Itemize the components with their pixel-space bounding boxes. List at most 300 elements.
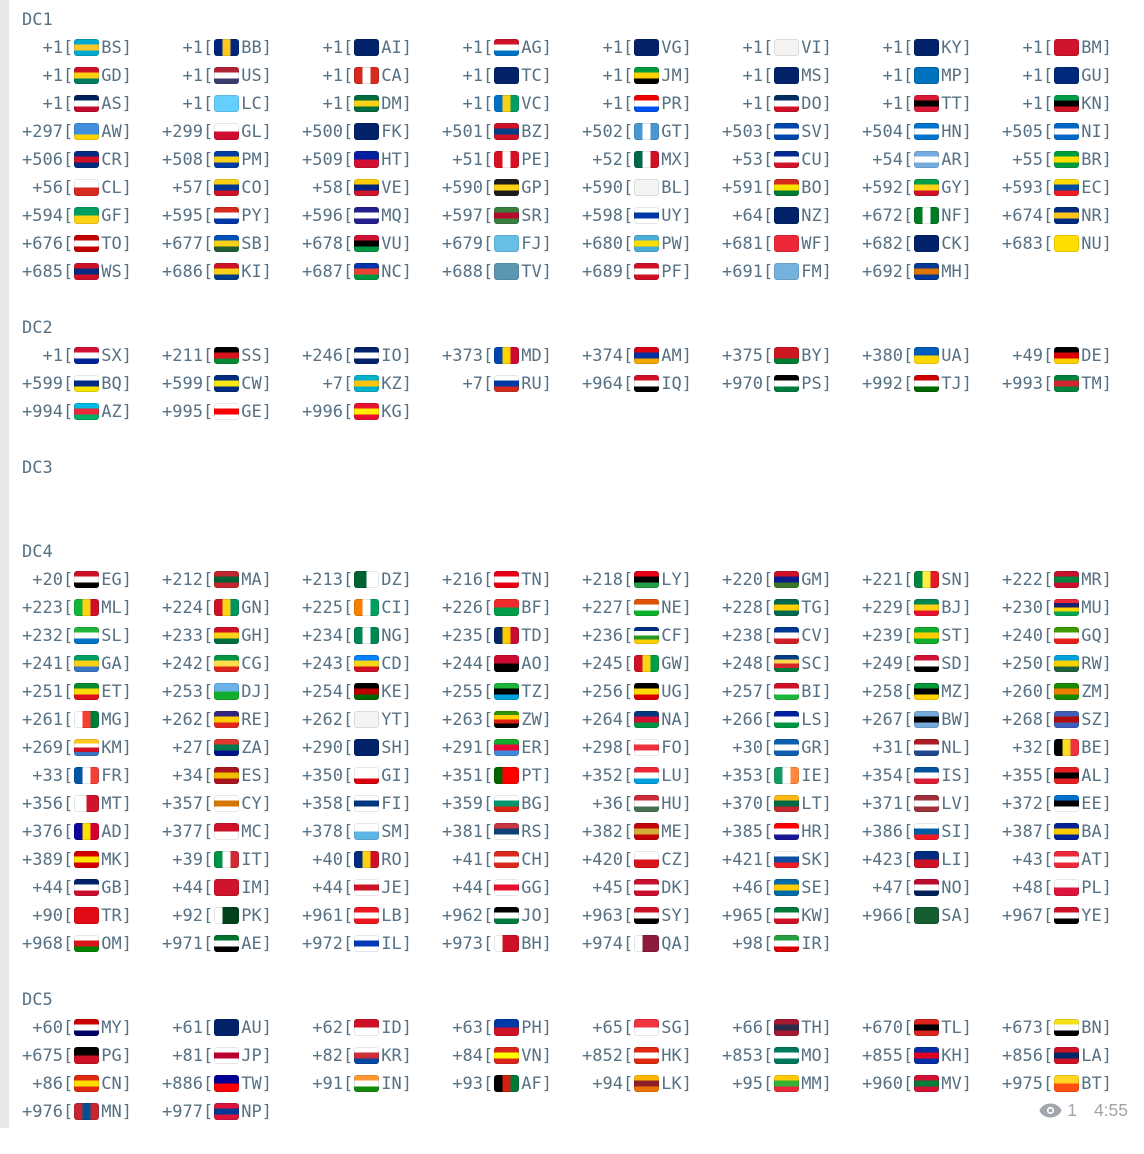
country-code: SZ] — [1081, 710, 1112, 730]
country-entry-fm — [722, 258, 862, 286]
dial-code: +1 — [882, 38, 903, 58]
country-code: RE] — [241, 710, 272, 730]
flag-icon-vg — [634, 39, 659, 56]
country-code: CH] — [521, 850, 552, 870]
country-entry-gt — [582, 118, 722, 146]
country-code: TW] — [241, 1074, 272, 1094]
dial-code: +95 — [732, 1074, 763, 1094]
dial-code: +46 — [732, 878, 763, 898]
country-entry-mk — [22, 846, 162, 874]
country-code: CF] — [661, 626, 692, 646]
country-entry-mx — [582, 146, 722, 174]
message-footer — [1039, 1100, 1128, 1121]
country-code: GD] — [101, 66, 132, 86]
bracket-open: [ — [203, 94, 214, 114]
country-entry-kz — [302, 370, 442, 398]
bracket-open: [ — [1043, 654, 1054, 674]
country-code: SS] — [241, 346, 272, 366]
dial-code: +1 — [322, 66, 343, 86]
flag-icon-ni — [1054, 123, 1079, 140]
flag-icon-ar — [914, 151, 939, 168]
dial-code: +211 — [162, 346, 203, 366]
country-code: SM] — [381, 822, 412, 842]
country-entry-as — [22, 90, 162, 118]
country-code: CW] — [241, 374, 272, 394]
dial-code: +971 — [162, 934, 203, 954]
country-code: UA] — [941, 346, 972, 366]
flag-icon-mq — [354, 207, 379, 224]
dial-code: +975 — [1002, 1074, 1043, 1094]
bracket-open: [ — [343, 822, 354, 842]
bracket-open: [ — [483, 1074, 494, 1094]
dial-code: +81 — [172, 1046, 203, 1066]
bracket-open: [ — [483, 710, 494, 730]
flag-icon-mu — [1054, 599, 1079, 616]
dial-code: +353 — [722, 766, 763, 786]
flag-icon-pt — [494, 767, 519, 784]
country-entry-gf — [22, 202, 162, 230]
bracket-open: [ — [203, 570, 214, 590]
bracket-open: [ — [903, 234, 914, 254]
bracket-open: [ — [903, 346, 914, 366]
dial-code: +98 — [732, 934, 763, 954]
country-entry-cg — [162, 650, 302, 678]
country-entry-cu — [722, 146, 862, 174]
bracket-open: [ — [203, 262, 214, 282]
dial-code: +1 — [742, 94, 763, 114]
country-entry-sd — [862, 650, 1002, 678]
flag-icon-vc — [494, 95, 519, 112]
flag-icon-ro — [354, 851, 379, 868]
country-code: YE] — [1081, 906, 1112, 926]
flag-icon-sa — [914, 907, 939, 924]
flag-icon-au — [214, 1019, 239, 1036]
country-code: CZ] — [661, 850, 692, 870]
dial-code: +93 — [452, 1074, 483, 1094]
dc-section-dc5 — [22, 986, 1144, 1126]
bracket-open: [ — [343, 374, 354, 394]
country-entry-bb — [162, 34, 302, 62]
bracket-open: [ — [623, 878, 634, 898]
bracket-open: [ — [623, 374, 634, 394]
flag-icon-dm — [354, 95, 379, 112]
dial-code: +238 — [722, 626, 763, 646]
dial-code: +973 — [442, 934, 483, 954]
flag-icon-kz — [354, 375, 379, 392]
dial-code: +216 — [442, 570, 483, 590]
bracket-open: [ — [903, 38, 914, 58]
country-code: BZ] — [521, 122, 552, 142]
country-code: KR] — [381, 1046, 412, 1066]
country-code: GU] — [1081, 66, 1112, 86]
country-entry-ae — [162, 930, 302, 958]
dial-code: +852 — [582, 1046, 623, 1066]
flag-icon-bz — [494, 123, 519, 140]
bracket-open: [ — [1043, 738, 1054, 758]
dc-header: DC4 — [22, 542, 53, 562]
bracket-open: [ — [483, 626, 494, 646]
country-code: GB] — [101, 878, 132, 898]
country-code: PF] — [661, 262, 692, 282]
flag-icon-fj — [494, 235, 519, 252]
country-code: RS] — [521, 822, 552, 842]
dial-code: +597 — [442, 206, 483, 226]
country-entry-et — [22, 678, 162, 706]
country-entry-tt — [862, 90, 1002, 118]
bracket-open: [ — [63, 234, 74, 254]
bracket-open: [ — [623, 1018, 634, 1038]
dial-code: +1 — [742, 38, 763, 58]
dial-code: +298 — [582, 738, 623, 758]
bracket-open: [ — [1043, 374, 1054, 394]
country-code: MM] — [801, 1074, 832, 1094]
dial-code: +267 — [862, 710, 903, 730]
flag-icon-sc — [774, 655, 799, 672]
country-code: BH] — [521, 934, 552, 954]
country-entry-me — [582, 818, 722, 846]
bracket-open: [ — [63, 1046, 74, 1066]
flag-icon-gq — [1054, 627, 1079, 644]
country-code: PR] — [661, 94, 692, 114]
flag-icon-se — [774, 879, 799, 896]
country-entry-ni — [1002, 118, 1142, 146]
bracket-open: [ — [343, 66, 354, 86]
country-entry-az — [22, 398, 162, 426]
dial-code: +212 — [162, 570, 203, 590]
dial-code: +591 — [722, 178, 763, 198]
country-entry-er — [442, 734, 582, 762]
dial-code: +674 — [1002, 206, 1043, 226]
country-entry-im — [162, 874, 302, 902]
dial-code: +681 — [722, 234, 763, 254]
country-code: TT] — [941, 94, 972, 114]
dial-code: +1 — [462, 94, 483, 114]
bracket-open: [ — [63, 346, 74, 366]
dial-code: +687 — [302, 262, 343, 282]
dial-code: +590 — [582, 178, 623, 198]
country-entry-dj — [162, 678, 302, 706]
country-code: QA] — [661, 934, 692, 954]
dial-code: +1 — [182, 94, 203, 114]
dial-code: +855 — [862, 1046, 903, 1066]
country-code: BM] — [1081, 38, 1112, 58]
country-code: HN] — [941, 122, 972, 142]
dial-code: +500 — [302, 122, 343, 142]
country-entry-bh — [442, 930, 582, 958]
flag-icon-it — [214, 851, 239, 868]
country-entry-ke — [302, 678, 442, 706]
country-code: ZA] — [241, 738, 272, 758]
flag-icon-ao — [494, 655, 519, 672]
flag-icon-id — [354, 1019, 379, 1036]
bracket-open: [ — [63, 738, 74, 758]
flag-icon-mc — [214, 823, 239, 840]
bracket-open: [ — [763, 1074, 774, 1094]
bracket-open: [ — [1043, 626, 1054, 646]
bracket-open: [ — [1043, 766, 1054, 786]
country-entry-id — [302, 1014, 442, 1042]
dial-code: +686 — [162, 262, 203, 282]
bracket-open: [ — [623, 94, 634, 114]
bracket-open: [ — [63, 1074, 74, 1094]
country-entry-ve — [302, 174, 442, 202]
country-code: GW] — [661, 654, 692, 674]
bracket-open: [ — [623, 570, 634, 590]
flag-icon-tc — [494, 67, 519, 84]
country-entry-ne — [582, 594, 722, 622]
flag-icon-li — [914, 851, 939, 868]
bracket-open: [ — [623, 1074, 634, 1094]
dial-code: +502 — [582, 122, 623, 142]
country-entry-ga — [22, 650, 162, 678]
flag-icon-co — [214, 179, 239, 196]
country-code: MD] — [521, 346, 552, 366]
flag-icon-ba — [1054, 823, 1079, 840]
country-entry-md — [442, 342, 582, 370]
country-entry-li — [862, 846, 1002, 874]
bracket-open: [ — [623, 346, 634, 366]
dial-code: +1 — [882, 66, 903, 86]
dial-code: +1 — [882, 94, 903, 114]
flag-icon-ec — [1054, 179, 1079, 196]
bracket-open: [ — [1043, 906, 1054, 926]
country-entry-mo — [722, 1042, 862, 1070]
flag-icon-bs — [74, 39, 99, 56]
flag-icon-ge — [214, 403, 239, 420]
country-code: FI] — [381, 794, 412, 814]
bracket-open: [ — [903, 766, 914, 786]
flag-icon-mo — [774, 1047, 799, 1064]
dial-code: +221 — [862, 570, 903, 590]
flag-icon-py — [214, 207, 239, 224]
country-code: AS] — [101, 94, 132, 114]
flag-icon-om — [74, 935, 99, 952]
bracket-open: [ — [763, 66, 774, 86]
flag-icon-ee — [1054, 795, 1079, 812]
country-entry-de — [1002, 342, 1142, 370]
country-entry-tv — [442, 258, 582, 286]
bracket-open: [ — [1043, 878, 1054, 898]
country-code: KG] — [381, 402, 412, 422]
bracket-open: [ — [903, 150, 914, 170]
dial-code: +254 — [302, 682, 343, 702]
country-entry-ai — [302, 34, 442, 62]
country-entry-vu — [302, 230, 442, 258]
flag-icon-kw — [774, 907, 799, 924]
bracket-open: [ — [903, 878, 914, 898]
country-code: BF] — [521, 598, 552, 618]
bracket-open: [ — [763, 710, 774, 730]
bracket-open: [ — [1043, 66, 1054, 86]
country-code: ML] — [101, 598, 132, 618]
flag-icon-bj — [914, 599, 939, 616]
flag-icon-im — [214, 879, 239, 896]
bracket-open: [ — [203, 1018, 214, 1038]
dial-code: +229 — [862, 598, 903, 618]
country-entry-vg — [582, 34, 722, 62]
country-entry-gb — [22, 874, 162, 902]
dial-code: +509 — [302, 150, 343, 170]
country-entry-gn — [162, 594, 302, 622]
flag-icon-bg — [494, 795, 519, 812]
flag-icon-la — [1054, 1047, 1079, 1064]
dial-code: +92 — [172, 906, 203, 926]
country-entry-jo — [442, 902, 582, 930]
dial-code: +31 — [872, 738, 903, 758]
country-entry-gr — [722, 734, 862, 762]
flag-icon-bh — [494, 935, 519, 952]
country-code: GN] — [241, 598, 272, 618]
country-entry-rs — [442, 818, 582, 846]
country-code: ST] — [941, 626, 972, 646]
country-entry-es — [162, 762, 302, 790]
dial-code: +994 — [22, 402, 63, 422]
dial-code: +962 — [442, 906, 483, 926]
flag-icon-hu — [634, 795, 659, 812]
dial-code: +1 — [602, 94, 623, 114]
flag-icon-ky — [914, 39, 939, 56]
country-entry-bz — [442, 118, 582, 146]
country-code: BQ] — [101, 374, 132, 394]
bracket-open: [ — [763, 206, 774, 226]
flag-icon-fk — [354, 123, 379, 140]
bracket-open: [ — [483, 934, 494, 954]
flag-icon-gh — [214, 627, 239, 644]
message-bubble — [22, 6, 1144, 1154]
country-code: MC] — [241, 822, 272, 842]
bracket-open: [ — [63, 570, 74, 590]
country-code: BR] — [1081, 150, 1112, 170]
dial-code: +235 — [442, 626, 483, 646]
country-entry-td — [442, 622, 582, 650]
bracket-open: [ — [63, 682, 74, 702]
flag-icon-ae — [214, 935, 239, 952]
country-entry-nc — [302, 258, 442, 286]
dial-code: +57 — [172, 178, 203, 198]
flag-icon-kr — [354, 1047, 379, 1064]
bracket-open: [ — [343, 234, 354, 254]
country-code: SV] — [801, 122, 832, 142]
country-code: TC] — [521, 66, 552, 86]
country-entry-no — [862, 874, 1002, 902]
country-entry-gm — [722, 566, 862, 594]
bracket-open: [ — [903, 822, 914, 842]
country-entry-kw — [722, 902, 862, 930]
flag-icon-je — [354, 879, 379, 896]
bracket-open: [ — [63, 654, 74, 674]
country-entry-cy — [162, 790, 302, 818]
dial-code: +351 — [442, 766, 483, 786]
country-entry-se — [722, 874, 862, 902]
flag-icon-at — [1054, 851, 1079, 868]
country-code: IT] — [241, 850, 272, 870]
bracket-open: [ — [343, 794, 354, 814]
country-entry-lu — [582, 762, 722, 790]
flag-icon-tg — [774, 599, 799, 616]
dial-code: +421 — [722, 850, 763, 870]
bracket-open: [ — [763, 178, 774, 198]
dial-code: +220 — [722, 570, 763, 590]
flag-icon-tv — [494, 263, 519, 280]
bracket-open: [ — [763, 1018, 774, 1038]
flag-icon-ss — [214, 347, 239, 364]
country-code: BE] — [1081, 738, 1112, 758]
flag-icon-bt — [1054, 1075, 1079, 1092]
country-code: MP] — [941, 66, 972, 86]
country-entry-cw — [162, 370, 302, 398]
country-code: TL] — [941, 1018, 972, 1038]
flag-icon-aw — [74, 123, 99, 140]
flag-icon-ke — [354, 683, 379, 700]
country-code: AT] — [1081, 850, 1112, 870]
dial-code: +380 — [862, 346, 903, 366]
flag-icon-gb — [74, 879, 99, 896]
dial-code: +234 — [302, 626, 343, 646]
flag-icon-bw — [914, 711, 939, 728]
bracket-open: [ — [1043, 150, 1054, 170]
country-entry-mc — [162, 818, 302, 846]
bracket-open: [ — [483, 570, 494, 590]
flag-icon-bq — [74, 375, 99, 392]
country-entry-qa — [582, 930, 722, 958]
bracket-open: [ — [203, 122, 214, 142]
country-entry-pr — [582, 90, 722, 118]
bracket-open: [ — [203, 794, 214, 814]
country-code: SK] — [801, 850, 832, 870]
flag-icon-et — [74, 683, 99, 700]
bracket-open: [ — [343, 1074, 354, 1094]
flag-icon-my — [74, 1019, 99, 1036]
bracket-open: [ — [343, 122, 354, 142]
dial-code: +964 — [582, 374, 623, 394]
country-entry-pk — [162, 902, 302, 930]
bracket-open: [ — [203, 738, 214, 758]
country-entry-na — [582, 706, 722, 734]
country-entry-ws — [22, 258, 162, 286]
bracket-open: [ — [903, 374, 914, 394]
dial-code: +387 — [1002, 822, 1043, 842]
country-code: SC] — [801, 654, 832, 674]
country-entry-mq — [302, 202, 442, 230]
bracket-open: [ — [903, 794, 914, 814]
flag-icon-pg — [74, 1047, 99, 1064]
bracket-open: [ — [623, 906, 634, 926]
country-code: TO] — [101, 234, 132, 254]
bracket-open: [ — [1043, 1074, 1054, 1094]
flag-icon-zm — [1054, 683, 1079, 700]
bracket-open: [ — [903, 262, 914, 282]
dial-code: +224 — [162, 598, 203, 618]
country-entry-sn — [862, 566, 1002, 594]
country-entry-eg — [22, 566, 162, 594]
dial-code: +255 — [442, 682, 483, 702]
dial-code: +594 — [22, 206, 63, 226]
bracket-open: [ — [343, 570, 354, 590]
dial-code: +678 — [302, 234, 343, 254]
bracket-open: [ — [203, 1046, 214, 1066]
flag-icon-pw — [634, 235, 659, 252]
country-code: VC] — [521, 94, 552, 114]
dial-code: +269 — [22, 738, 63, 758]
country-entry-dz — [302, 566, 442, 594]
country-code: TJ] — [941, 374, 972, 394]
dial-code: +65 — [592, 1018, 623, 1038]
dial-code: +82 — [312, 1046, 343, 1066]
bracket-open: [ — [903, 598, 914, 618]
country-entry-mu — [1002, 594, 1142, 622]
country-entry-mn — [22, 1098, 162, 1126]
country-code: MT] — [101, 794, 132, 814]
